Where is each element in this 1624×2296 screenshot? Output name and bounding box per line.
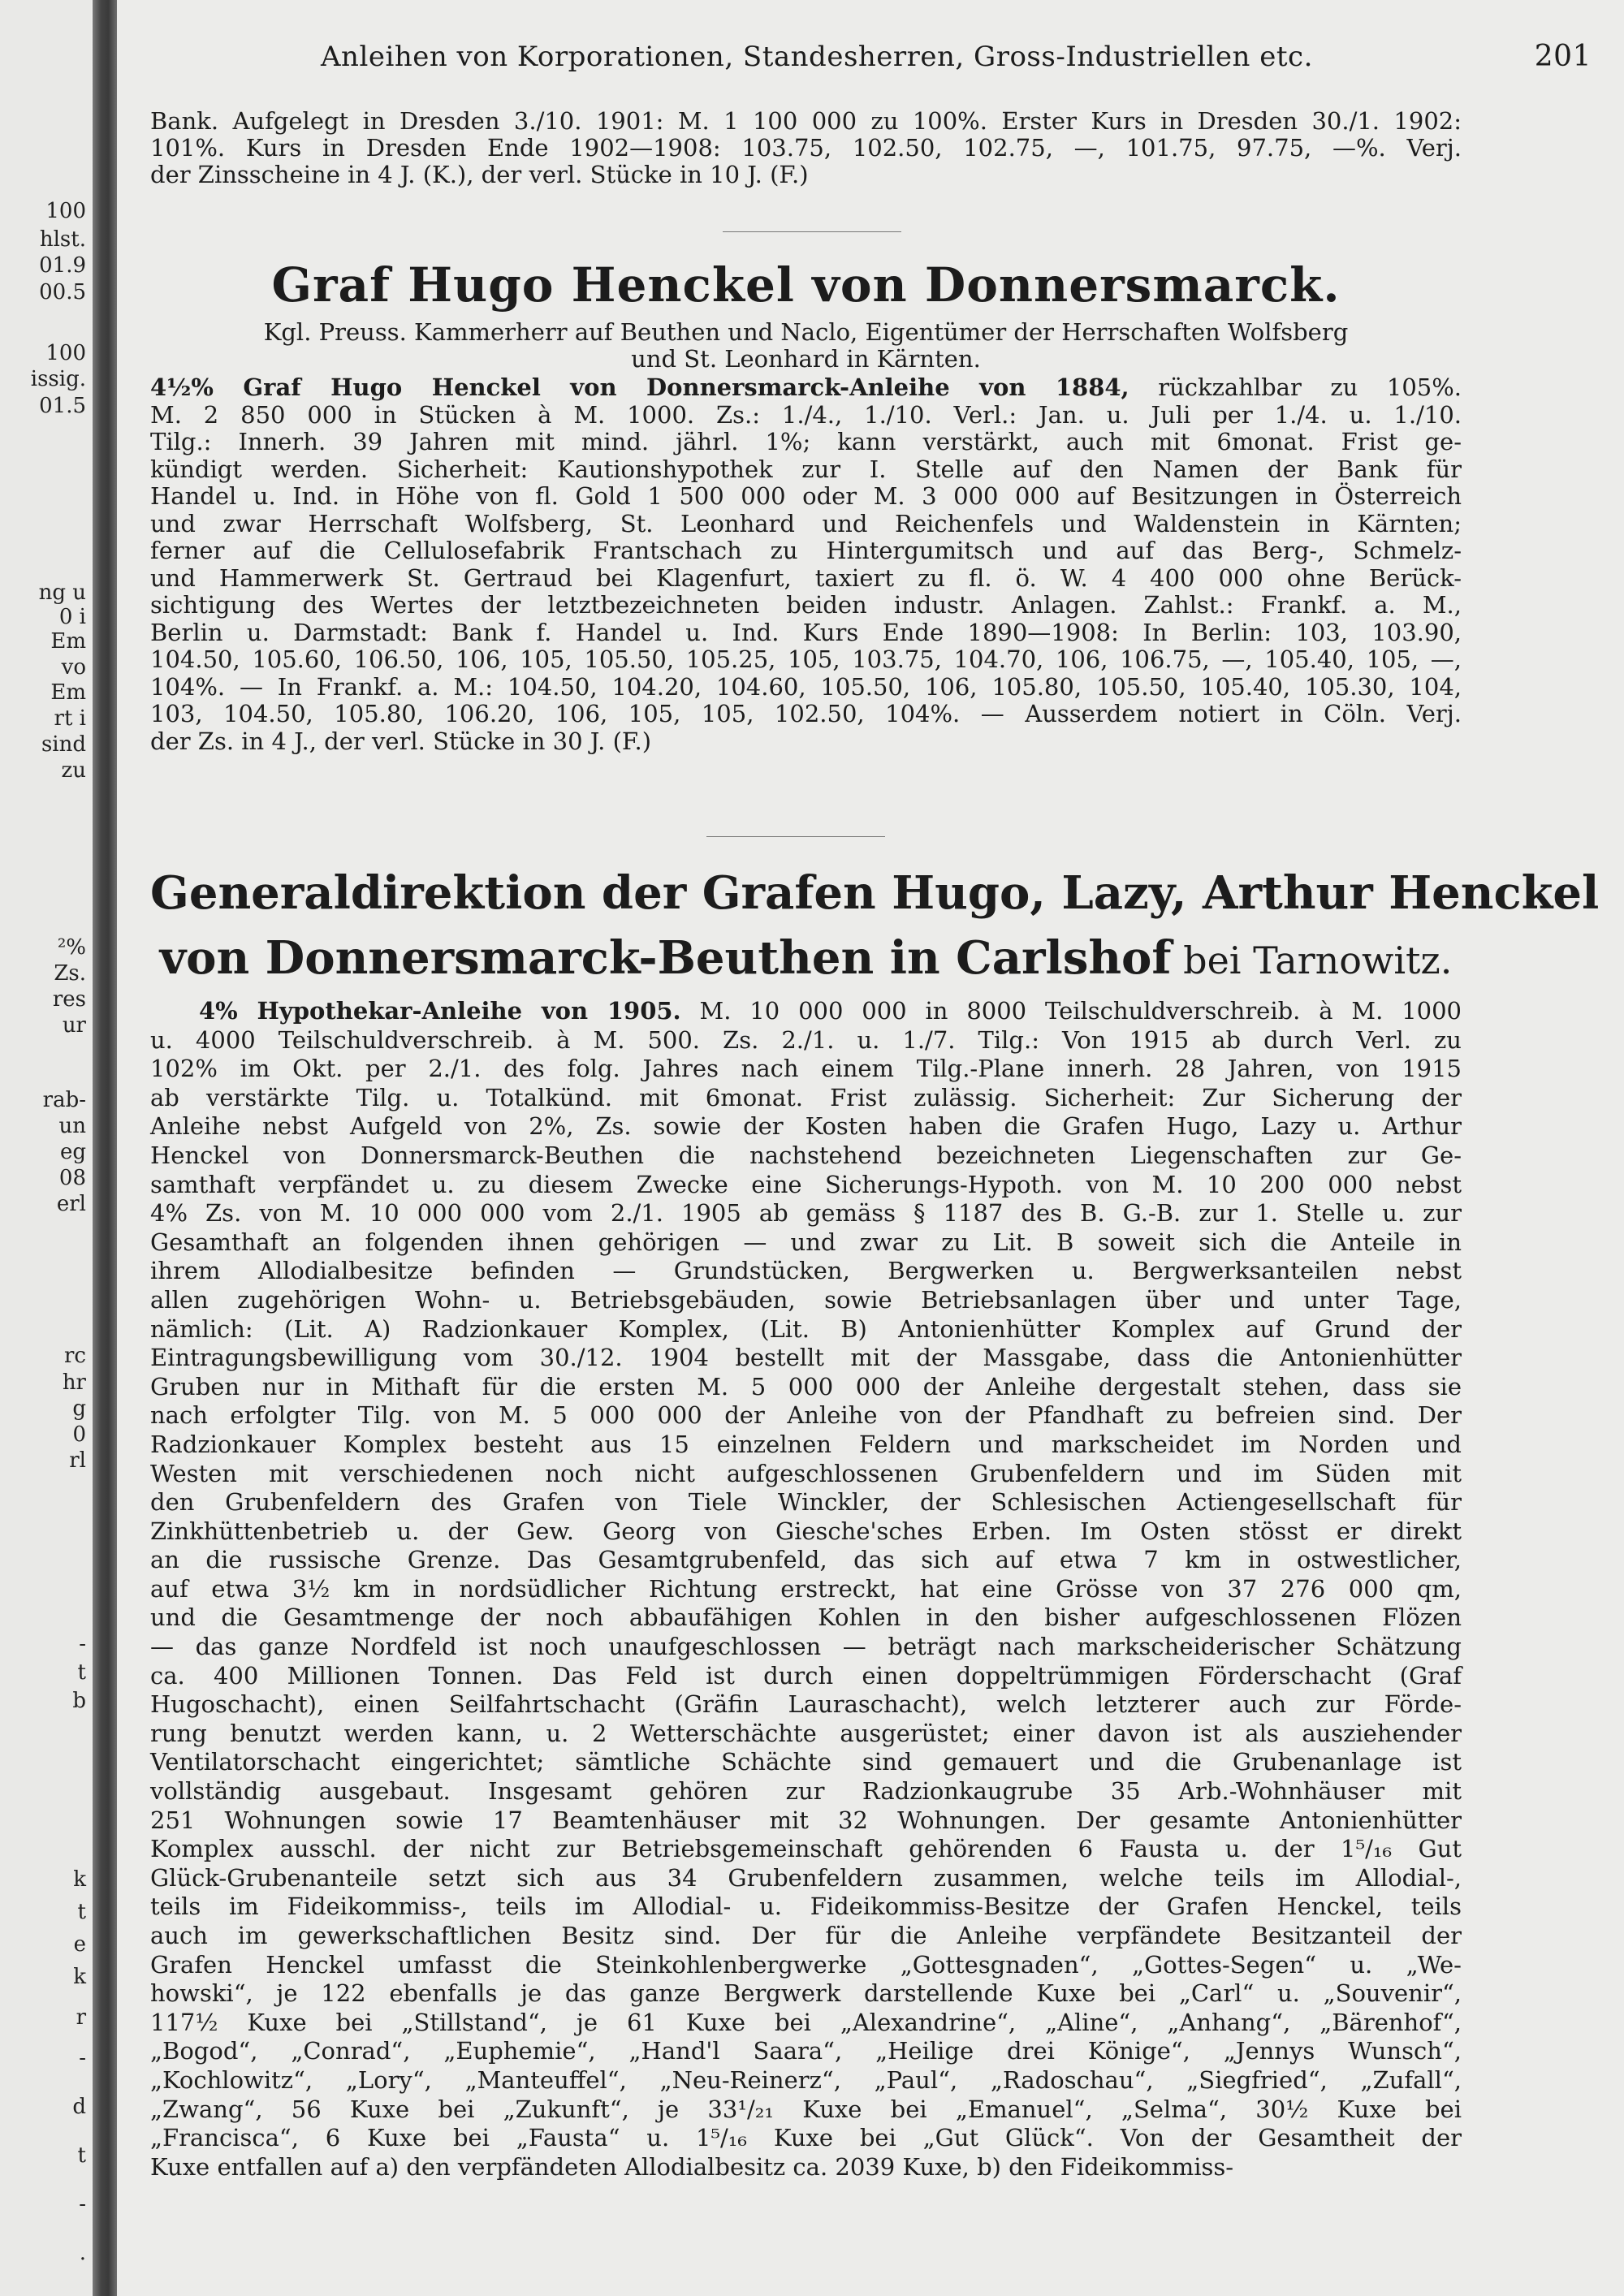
text-line: Gesamthaft an folgenden ihnen gehörigen — und zwar zu Lit. B soweit sich die Anteile in [150,1228,1462,1256]
left-margin-strip [0,0,91,2296]
margin-fragment: . [79,2241,86,2265]
margin-fragment: vo [61,655,86,680]
text-line: und zwar Herrschaft Wolfsberg, St. Leonhard und Reichenfels und Waldenstein in Kärnten; [150,509,1462,537]
text-line: der Zinsscheine in 4 J. (K.), der verl. Stücke in 10 J. (F.) [150,161,809,188]
heading-bold-part: von Donnersmarck-Beuthen in Carlshof [159,931,1172,985]
margin-fragment: hlst. [39,227,86,252]
loan-title-line [150,374,1462,402]
text-line: Ventilatorschacht eingerichtet; sämtliche Schächte sind gemauert und die Grubenanlage ist [150,1748,1462,1776]
text-line: sichtigung des Wertes der letztbezeichneten beiden industr. Anlagen. Zahlst.: Frankf. a. M., [150,591,1462,619]
text-line: „Kochlowitz“, „Lory“, „Manteuffel“, „Neu-Reinerz“, „Paul“, „Radoschau“, „Siegfried“, „Zufall“, [150,2065,1462,2094]
margin-fragment: ur [62,1013,86,1038]
text-line: 101%. Kurs in Dresden Ende 1902—1908: 103.75, 102.50, 102.75, —, 101.75, 97.75, —%. Verj. [150,134,1462,162]
section-body [150,374,1462,755]
text-line: Eintragungsbewilligung vom 30./12. 1904 bestellt mit der Massgabe, dass die Antonienhütter [150,1344,1462,1372]
margin-fragment: d [72,2095,86,2119]
heading-light-part: bei Tarnowitz. [1171,939,1453,982]
text-line: Glück-Grubenanteile setzt sich aus 34 Grubenfeldern zusammen, welche teils im Allodial-, [150,1863,1462,1892]
margin-fragment: issig. [30,367,86,391]
text-line: den Grubenfeldern des Grafen von Tiele Winckler, der Schlesischen Actiengesellschaft für [150,1488,1462,1517]
margin-fragment: Zs. [54,961,86,986]
text-line: „Bogod“, „Conrad“, „Euphemie“, „Hand'l Saara“, „Heilige drei Könige“, „Jennys Wunsch“, [150,2037,1462,2065]
margin-fragment: zu [61,758,86,783]
loan-title-line [150,997,1462,1026]
loan-terms: M. 10 000 000 in 8000 Teilschuldverschreib. à M. 1000 [680,997,1462,1025]
text-line: M. 2 850 000 in Stücken à M. 1000. Zs.: 1./4., 1./10. Verl.: Jan. u. Juli per 1./4. u. 1./10. [150,400,1462,429]
text-line: Bank. Aufgelegt in Dresden 3./10. 1901: M. 1 100 000 zu 100%. Erster Kurs in Dresden 30./1. 1902: [150,107,1462,135]
margin-fragment: t [77,1660,86,1685]
loan-title: 4½% Graf Hugo Henckel von Donnersmarck-Anleihe von 1884, [150,373,1129,401]
text-line: und Hammerwerk St. Gertraud bei Klagenfurt, taxiert zu fl. ö. W. 4 400 000 ohne Berück- [150,563,1462,592]
margin-fragment: un [58,1114,86,1138]
margin-fragment: - [79,1632,86,1656]
margin-fragment: erl [56,1192,86,1216]
page-number: 201 [1534,40,1592,73]
text-line: Komplex ausschl. der nicht zur Betriebsgemeinschaft gehörenden 6 Fausta u. der 1⁵/₁₆ Gut [150,1835,1462,1863]
text-line: ihrem Allodialbesitze befinden — Grundstücken, Bergwerken u. Bergwerksanteilen nebst [150,1257,1462,1285]
section-body [150,997,1462,2182]
margin-fragment: 01.9 [39,253,86,278]
margin-fragment: sind [41,732,86,757]
section-divider [706,836,885,837]
margin-fragment: rl [69,1448,86,1473]
text-line: Grafen Henckel umfasst die Steinkohlenbergwerke „Gottesgnaden“, „Gottes-Segen“ u. „We- [150,1950,1462,1979]
text-line: Henckel von Donnersmarck-Beuthen die nachstehend bezeichneten Liegenschaften zur Ge- [150,1141,1462,1169]
margin-fragment: rc [64,1344,86,1368]
loan-title: 4% Hypothekar-Anleihe von 1905. [199,997,681,1025]
text-line: „Zwang“, 56 Kuxe bei „Zukunft“, je 33¹/₂₁ Kuxe bei „Emanuel“, „Selma“, 30½ Kuxe bei [150,2095,1462,2123]
text-line: 104%. — In Frankf. a. M.: 104.50, 104.20, 104.60, 105.50, 106, 105.80, 105.50, 105.40, 105.30, 104, [150,672,1462,701]
margin-fragment: r [76,2005,86,2030]
text-line: vollständig ausgebaut. Insgesamt gehören zur Radzionkaugrube 35 Arb.-Wohnhäuser mit [150,1777,1462,1806]
text-line: an die russische Grenze. Das Gesamtgrubenfeld, das sich auf etwa 7 km in ostwestlicher, [150,1546,1462,1574]
text-line: 4% Zs. von M. 10 000 000 vom 2./1. 1905 ab gemäss § 1187 des B. G.-B. zur 1. Stelle u. zur [150,1199,1462,1228]
text-line: Handel u. Ind. in Höhe von fl. Gold 1 500 000 oder M. 3 000 000 auf Besitzungen in Österreich [150,482,1462,510]
margin-fragment: res [52,987,86,1012]
text-line: Westen mit verschiedenen noch nicht aufgeschlossenen Grubenfeldern und im Süden mit [150,1459,1462,1487]
text-line: Kuxe entfallen auf a) den verpfändeten Allodialbesitz ca. 2039 Kuxe, b) den Fideikommiss- [150,2152,1234,2181]
text-line: Hugoschacht), einen Seilfahrtschacht (Gräfin Lauraschacht), welch letzterer auch zur Förde- [150,1690,1462,1719]
section-heading: Graf Hugo Henckel von Donnersmarck. [271,257,1341,313]
document-page [122,0,1624,2296]
margin-fragment: b [72,1689,86,1713]
margin-fragment: 08 [58,1166,86,1190]
margin-fragment: g [72,1396,86,1421]
margin-fragment: - [79,2192,86,2216]
margin-fragment: 100 [45,199,86,223]
text-line: u. 4000 Teilschuldverschreib. à M. 500. Zs. 2./1. u. 1./7. Tilg.: Von 1915 ab durch Verl. zu [150,1025,1462,1054]
text-line: nämlich: (Lit. A) Radzionkauer Komplex, (Lit. B) Antonienhütter Komplex auf Grund der [150,1314,1462,1343]
margin-fragment: t [77,1900,86,1924]
text-line: Berlin u. Darmstadt: Bank f. Handel u. Ind. Kurs Ende 1890—1908: In Berlin: 103, 103.90, [150,618,1462,646]
text-line: ab verstärkte Tilg. u. Totalkünd. mit 6monat. Frist zulässig. Sicherheit: Zur Sicherung der [150,1083,1462,1111]
text-line: 117½ Kuxe bei „Stillstand“, je 61 Kuxe bei „Alexandrine“, „Aline“, „Anhang“, „Bärenhof“, [150,2008,1462,2036]
margin-fragment: eg [59,1140,86,1164]
text-line: Gruben nur in Mithaft für die ersten M. 5 000 000 der Anleihe dergestalt stehen, dass sie [150,1372,1462,1400]
margin-fragment: 0 [72,1422,86,1447]
margin-fragment: 0 i [58,605,86,629]
section-heading-line2 [150,932,1462,986]
page-gutter-shadow [93,0,117,2296]
text-line: 104.50, 105.60, 106.50, 106, 105, 105.50, 105.25, 105, 103.75, 104.70, 106, 106.75, —, 105.40, 105, —, [150,645,1462,673]
continued-entry [150,108,1462,188]
text-line: Zinkhüttenbetrieb u. der Gew. Georg von Giesche'sches Erben. Im Osten stösst er direkt [150,1517,1462,1545]
text-line: allen zugehörigen Wohn- u. Betriebsgebäuden, sowie Betriebsanlagen über und unter Tage, [150,1285,1462,1314]
margin-fragment: 100 [45,341,86,365]
margin-fragment: 00.5 [39,280,86,304]
margin-fragment: 01.5 [39,394,86,418]
text-line: Tilg.: Innerh. 39 Jahren mit mind. jährl. 1%; kann verstärkt, auch mit 6monat. Frist ge- [150,428,1462,455]
text-line: Radzionkauer Komplex besteht aus 15 einzelnen Feldern und markscheidet im Norden und [150,1430,1462,1458]
margin-fragment: Em [50,629,86,654]
margin-fragment: hr [62,1370,86,1395]
text-line: auch im gewerkschaftlichen Besitz sind. Der für die Anleihe verpfändete Besitzanteil der [150,1922,1462,1949]
text-line: — das ganze Nordfeld ist noch unaufgeschlossen — beträgt nach markscheiderischer Schätzung [150,1633,1462,1661]
text-line: der Zs. in 4 J., der verl. Stücke in 30 J. (F.) [150,727,652,755]
text-line: kündigt werden. Sicherheit: Kautionshypothek zur I. Stelle auf den Namen der Bank für [150,455,1462,483]
running-title: Anleihen von Korporationen, Standesherren, Gross-Industriellen etc. [321,41,1313,73]
margin-fragment: t [77,2143,86,2168]
text-line: „Francisca“, 6 Kuxe bei „Fausta“ u. 1⁵/₁₆ Kuxe bei „Gut Glück“. Von der Gesamtheit der [150,2124,1462,2152]
section-subtitle [150,319,1462,373]
text-line: howski“, je 122 ebenfalls je das ganze Bergwerk darstellende Kuxe bei „Carl“ u. „Souvenir“, [150,1979,1462,2008]
section-heading-line1: Generaldirektion der Grafen Hugo, Lazy, Arthur Henckel [150,866,1600,920]
margin-fragment: rab- [42,1088,86,1112]
text-line: rung benutzt werden kann, u. 2 Wetterschächte ausgerüstet; einer davon ist als ausziehender [150,1719,1462,1747]
text-line: Kgl. Preuss. Kammerherr auf Beuthen und Naclo, Eigentümer der Herrschaften Wolfsberg [263,318,1349,346]
text-line: teils im Fideikommiss-, teils im Allodial- u. Fideikommiss-Besitze der Grafen Henckel, teils [150,1892,1462,1921]
text-line: und St. Leonhard in Kärnten. [631,345,981,373]
text-line: samthaft verpfändet u. zu diesem Zwecke eine Sicherungs-Hypoth. von M. 10 200 000 nebst [150,1170,1462,1198]
text-line: 103, 104.50, 105.80, 106.20, 106, 105, 105, 102.50, 104%. — Ausserdem notiert in Cöln. Verj. [150,700,1462,727]
text-line: Anleihe nebst Aufgeld von 2%, Zs. sowie der Kosten haben die Grafen Hugo, Lazy u. Arthur [150,1112,1462,1141]
margin-fragment: Em [50,680,86,705]
text-line: und die Gesamtmenge der noch abbaufähigen Kohlen in den bisher aufgeschlossenen Flözen [150,1603,1462,1632]
text-line: ferner auf die Cellulosefabrik Frantschach zu Hintergumitsch und auf das Berg-, Schmelz- [150,537,1462,564]
loan-terms: rückzahlbar zu 105%. [1129,373,1462,401]
margin-fragment: rt i [54,706,86,731]
margin-fragment: - [79,2046,86,2070]
text-line: 102% im Okt. per 2./1. des folg. Jahres nach einem Tilg.-Plane innerh. 28 Jahren, von 1915 [150,1055,1462,1083]
margin-fragment: k [73,1965,86,1989]
margin-fragment: ng u [38,580,86,605]
margin-fragment: k [73,1867,86,1892]
section-divider [723,231,901,232]
margin-fragment: e [73,1932,86,1957]
text-line: 251 Wohnungen sowie 17 Beamtenhäuser mit 32 Wohnungen. Der gesamte Antonienhütter [150,1806,1462,1834]
text-line: ca. 400 Millionen Tonnen. Das Feld ist durch einen doppeltrümmigen Förderschacht (Graf [150,1661,1462,1690]
text-line: nach erfolgter Tilg. von M. 5 000 000 der Anleihe von der Pfandhaft zu befreien sind. Der [150,1401,1462,1430]
text-line: auf etwa 3½ km in nordsüdlicher Richtung erstreckt, hat eine Grösse von 37 276 000 qm, [150,1574,1462,1603]
margin-fragment: ²% [57,935,86,960]
